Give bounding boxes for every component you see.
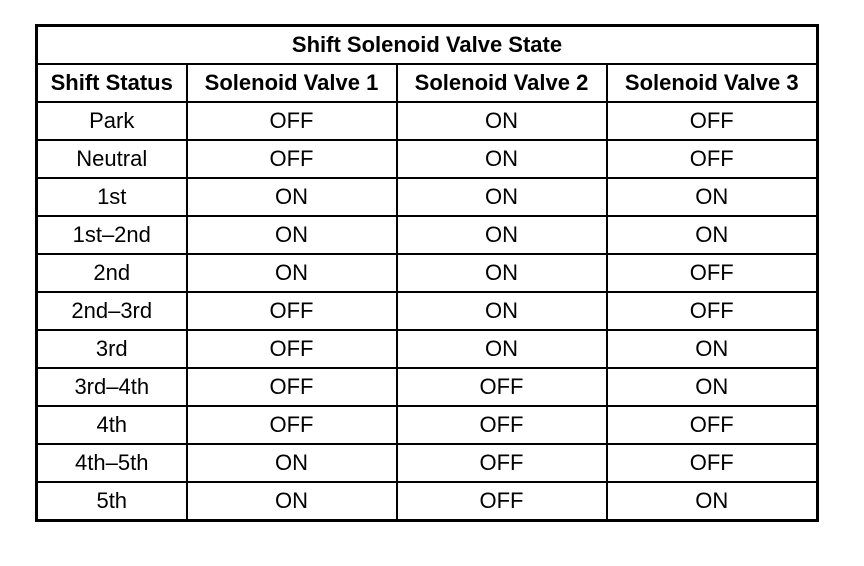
table-row — [37, 140, 818, 178]
solenoid-valve-2-cell: ON — [397, 292, 607, 330]
table-row — [37, 102, 818, 140]
solenoid-valve-2-cell: OFF — [397, 406, 607, 444]
solenoid-valve-1-cell: ON — [187, 444, 397, 482]
solenoid-valve-3-cell: OFF — [607, 102, 818, 140]
table-row — [37, 406, 818, 444]
table-row — [37, 444, 818, 482]
shift-status-cell: Neutral — [37, 140, 187, 178]
shift-status-cell: 4th — [37, 406, 187, 444]
shift-status-cell: 1st — [37, 178, 187, 216]
solenoid-valve-2-cell: ON — [397, 330, 607, 368]
solenoid-valve-1-cell: OFF — [187, 330, 397, 368]
solenoid-valve-3-cell: ON — [607, 330, 818, 368]
solenoid-valve-1-cell: ON — [187, 216, 397, 254]
shift-status-cell: 2nd–3rd — [37, 292, 187, 330]
solenoid-valve-2-cell: OFF — [397, 368, 607, 406]
shift-status-cell: 5th — [37, 482, 187, 521]
solenoid-valve-3-cell: ON — [607, 216, 818, 254]
table-row — [37, 292, 818, 330]
solenoid-valve-3-cell: OFF — [607, 444, 818, 482]
solenoid-valve-3-cell: ON — [607, 482, 818, 521]
solenoid-valve-2-cell: ON — [397, 216, 607, 254]
solenoid-valve-1-cell: OFF — [187, 406, 397, 444]
shift-status-cell: 1st–2nd — [37, 216, 187, 254]
column-header-solenoid-valve-3: Solenoid Valve 3 — [607, 64, 818, 102]
solenoid-valve-1-cell: OFF — [187, 368, 397, 406]
table-row — [37, 254, 818, 292]
solenoid-valve-1-cell: OFF — [187, 102, 397, 140]
shift-status-cell: 3rd — [37, 330, 187, 368]
solenoid-valve-1-cell: OFF — [187, 140, 397, 178]
solenoid-valve-3-cell: OFF — [607, 140, 818, 178]
solenoid-valve-1-cell: OFF — [187, 292, 397, 330]
solenoid-valve-2-cell: ON — [397, 254, 607, 292]
table-title-row — [37, 26, 818, 65]
solenoid-valve-3-cell: OFF — [607, 292, 818, 330]
table-body — [37, 102, 818, 521]
table-row — [37, 330, 818, 368]
shift-status-cell: Park — [37, 102, 187, 140]
column-header-solenoid-valve-1: Solenoid Valve 1 — [187, 64, 397, 102]
solenoid-valve-2-cell: ON — [397, 140, 607, 178]
solenoid-valve-2-cell: ON — [397, 102, 607, 140]
solenoid-valve-1-cell: ON — [187, 482, 397, 521]
solenoid-valve-1-cell: ON — [187, 254, 397, 292]
column-header-shift-status: Shift Status — [37, 64, 187, 102]
solenoid-valve-2-cell: OFF — [397, 444, 607, 482]
solenoid-valve-1-cell: ON — [187, 178, 397, 216]
shift-status-cell: 2nd — [37, 254, 187, 292]
table-title: Shift Solenoid Valve State — [37, 26, 818, 65]
solenoid-valve-2-cell: ON — [397, 178, 607, 216]
solenoid-valve-3-cell: OFF — [607, 254, 818, 292]
table-row — [37, 216, 818, 254]
table-row — [37, 368, 818, 406]
table-row — [37, 178, 818, 216]
shift-status-cell: 4th–5th — [37, 444, 187, 482]
solenoid-valve-table — [35, 24, 819, 522]
column-header-solenoid-valve-2: Solenoid Valve 2 — [397, 64, 607, 102]
solenoid-valve-3-cell: OFF — [607, 406, 818, 444]
solenoid-valve-3-cell: ON — [607, 368, 818, 406]
shift-status-cell: 3rd–4th — [37, 368, 187, 406]
solenoid-valve-2-cell: OFF — [397, 482, 607, 521]
table-header-row — [37, 64, 818, 102]
table-row — [37, 482, 818, 521]
solenoid-valve-3-cell: ON — [607, 178, 818, 216]
